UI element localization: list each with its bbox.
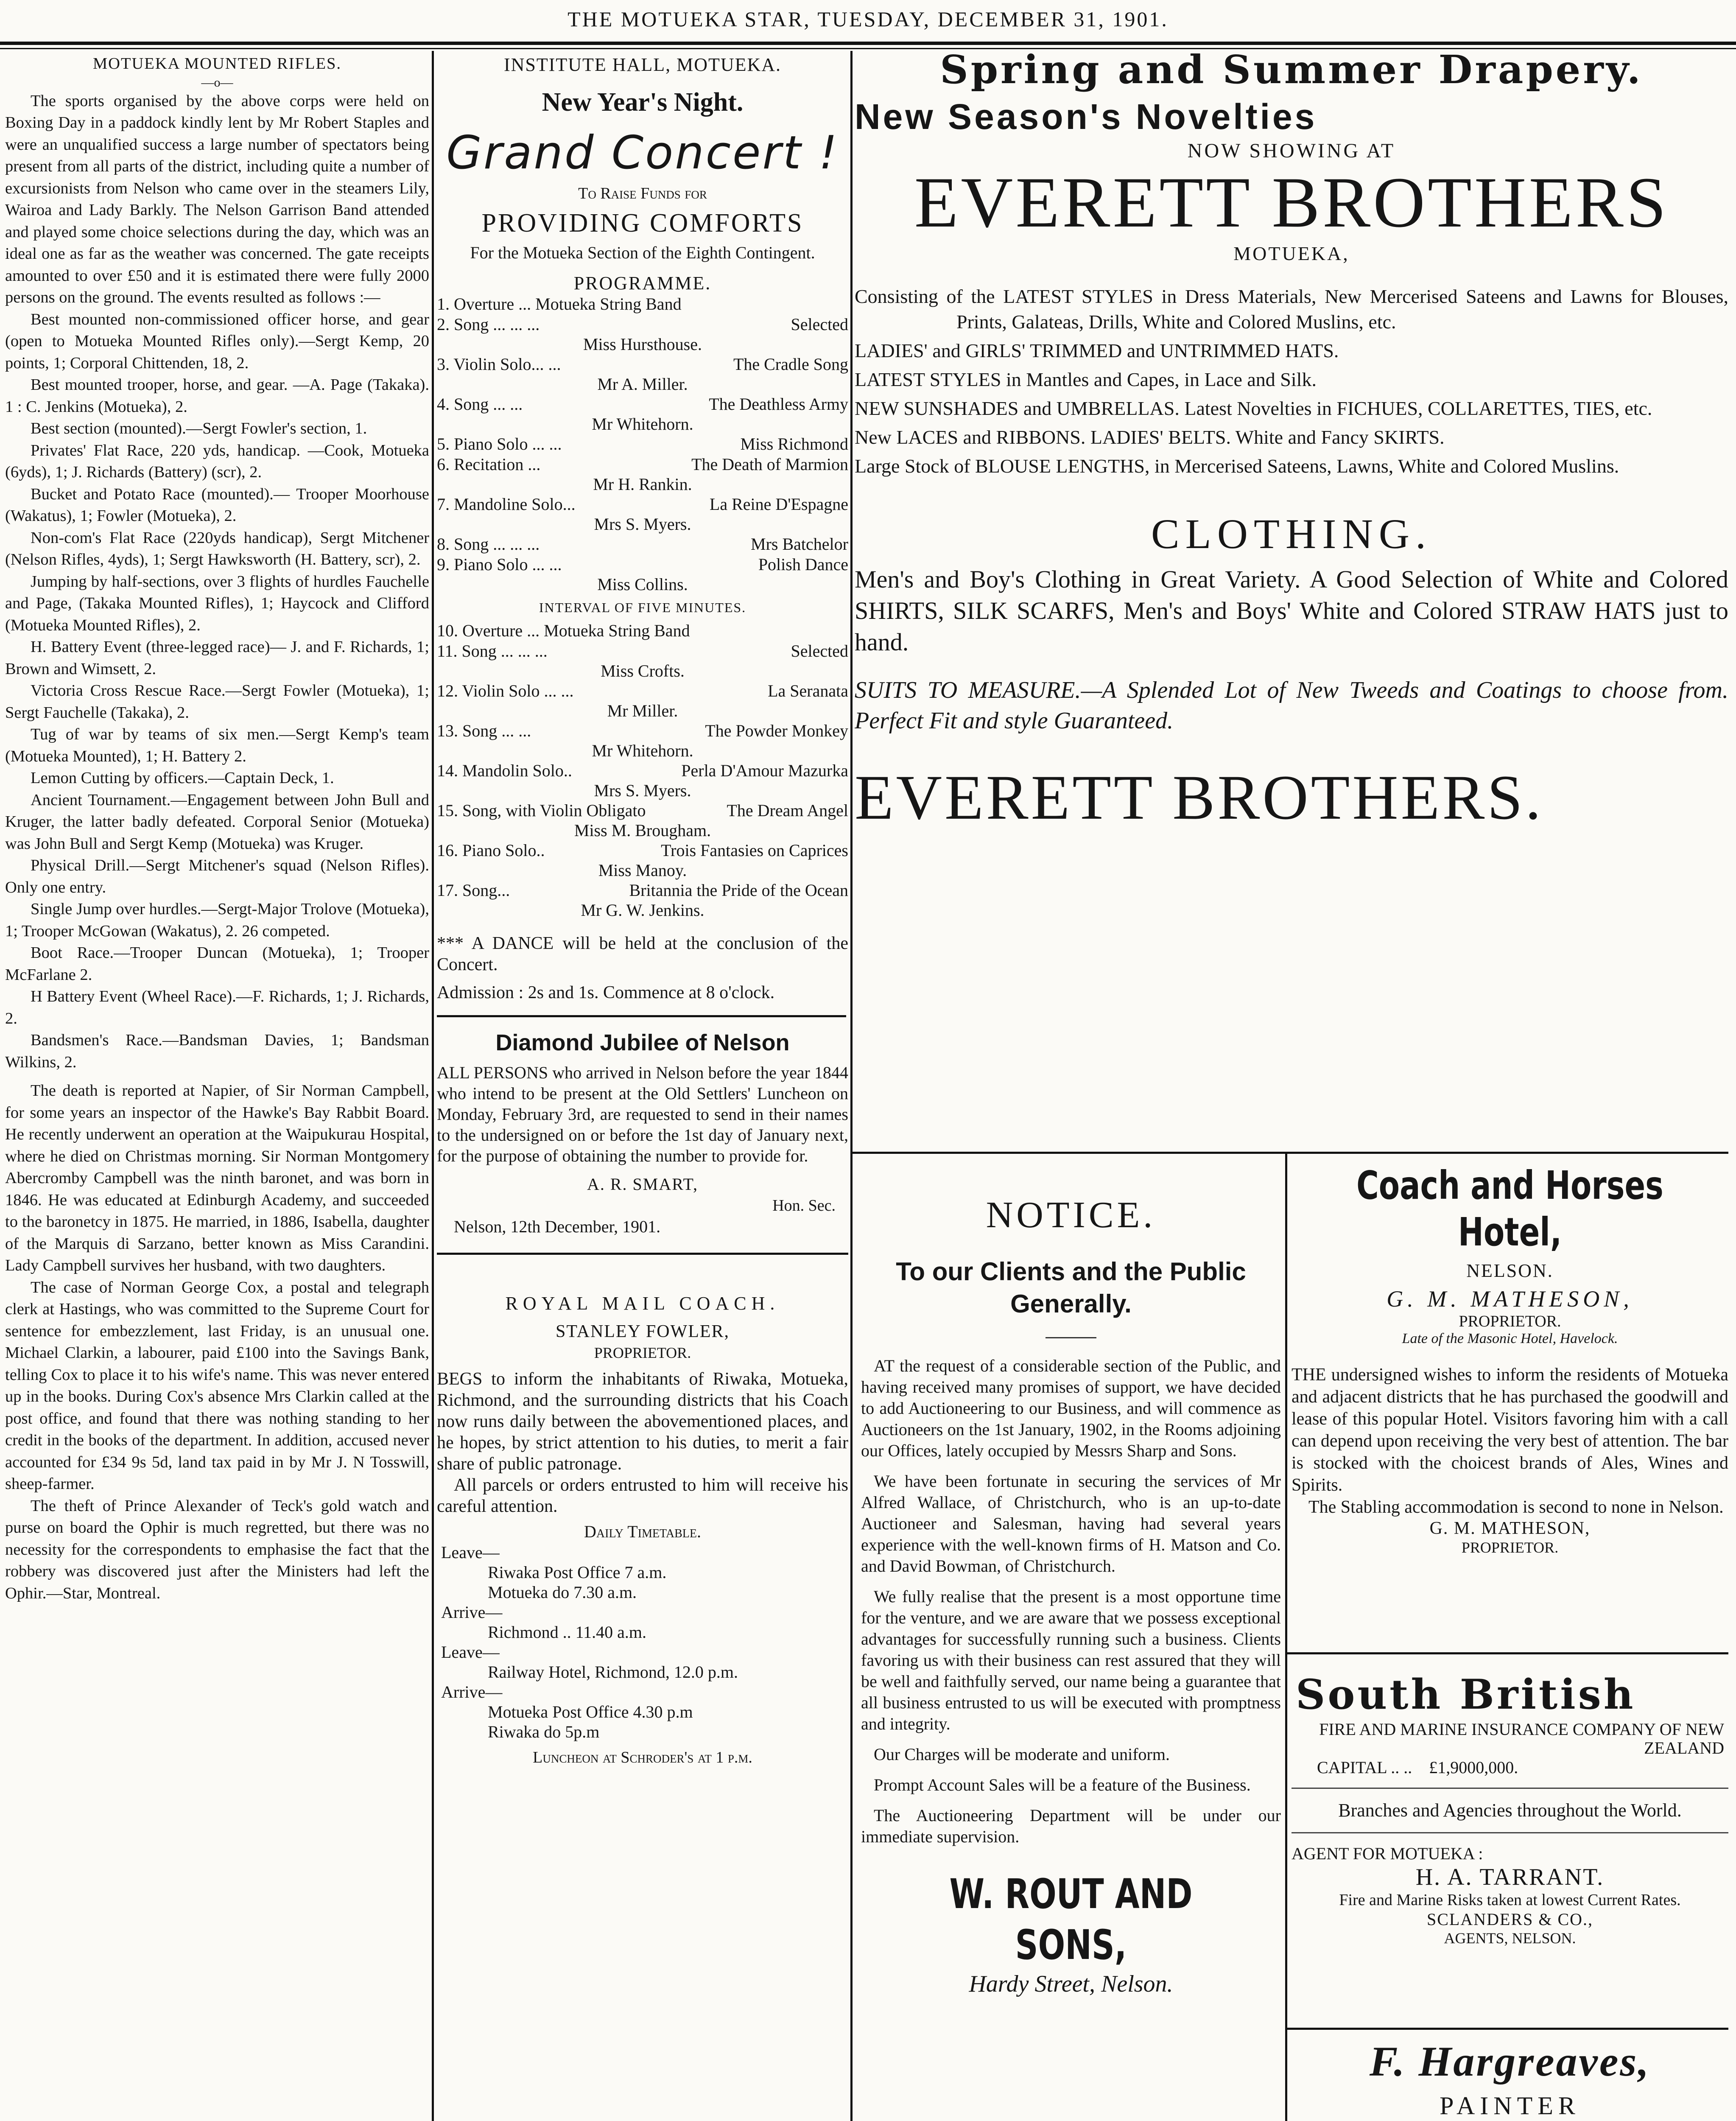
programme-item — [437, 434, 848, 454]
drapery-line: LADIES' and GIRLS' TRIMMED and UNTRIMMED HATS. — [855, 340, 1339, 361]
insurance-advert — [1292, 1669, 1728, 2021]
column-mounted-rifles — [5, 53, 429, 2121]
column-rule — [1285, 1154, 1287, 2121]
programme-performer: Mr G. W. Jenkins. — [581, 901, 704, 920]
programme-item-title: 5. Piano Solo ... ... — [437, 434, 562, 453]
coach-proprietor-role: PROPRIETOR. — [594, 1344, 691, 1361]
everett-brothers-footer: EVERETT BROTHERS. — [855, 762, 1544, 833]
rule — [437, 1253, 848, 1255]
programme-item-title: 4. Song ... ... — [437, 395, 523, 414]
programme-item-title: 3. Violin Solo... ... — [437, 355, 561, 374]
programme-item — [437, 494, 848, 515]
article-paragraph: Privates' Flat Race, 220 yds, handicap. —Cook, Motueka (6yds), 1; J. Richards (Battery) (scr), 2. — [5, 441, 429, 481]
programme-item — [437, 621, 848, 641]
drapery-heading: Spring and Summer Drapery. — [940, 53, 1643, 92]
programme-item-title: 11. Song ... ... ... — [437, 641, 548, 660]
notice-paragraph: The Auctioneering Department will be under our immediate supervision. — [861, 1806, 1281, 1846]
painter-advert — [1292, 2036, 1728, 2121]
insurance-company: FIRE AND MARINE INSURANCE COMPANY OF NEW ZEALAND — [1319, 1720, 1724, 1757]
programme-item-piece: The Powder Monkey — [705, 721, 848, 740]
timetable-line: Riwaka do 5p.m — [488, 1722, 600, 1741]
programme-item-title: 17. Song... — [437, 881, 510, 900]
programme-item-piece: The Dream Angel — [727, 801, 848, 820]
programme-item-piece: Miss Richmond — [740, 434, 848, 453]
programme-item — [437, 880, 848, 901]
drapery-line: Consisting of the LATEST STYLES in Dress Materials, New Mercerised Sateens and Lawns for Blouses, Prints, Galateas, Drills, White and Colored Muslins, etc. — [855, 285, 1728, 333]
programme-item — [437, 641, 848, 661]
hotel-sign-role: PROPRIETOR. — [1461, 1539, 1559, 1556]
article-paragraph: Single Jump over hurdles.—Sergt-Major Trolove (Motueka), 1; Trooper McGowan (Wakatus), 2. 26 competed. — [5, 900, 429, 940]
programme-performer: Mrs S. Myers. — [594, 781, 691, 800]
timetable-line: Richmond .. 11.40 a.m. — [488, 1623, 647, 1642]
article-paragraph: Lemon Cutting by officers.—Captain Deck, 1. — [31, 769, 334, 787]
insurance-risks: Fire and Marine Risks taken at lowest Current Rates. — [1339, 1891, 1681, 1909]
programme-title: PROGRAMME. — [573, 273, 712, 294]
article-paragraph: Tug of war by teams of six men.—Sergt Kemp's team (Motueka Mounted), 1; H. Battery 2. — [5, 725, 429, 765]
programme-item-title: 9. Piano Solo ... ... — [437, 555, 562, 574]
programme-item-piece: The Deathless Army — [709, 395, 848, 414]
clothing-text: Men's and Boy's Clothing in Great Variety. A Good Selection of White and Colored SHIRTS, SILK SCARFS, Men's and Boys' White and Colored STRAW HATS just to hand. — [855, 565, 1728, 656]
article-paragraph: The case of Norman George Cox, a postal and telegraph clerk at Hastings, who was committed to the Supreme Court for sentence for embezzlement, last Friday, is an unusual one. Michael Clarkin, a labourer, paid £100 into the Savings Bank, telling Cox to place it to his wife's name. This was never entered up in the books. During Cox's absence Mrs Clarkin called at the post office, and found that there was nothing standing to her credit in the books of the department. In addition, accused never accounted for £34 9s 5d, land tax paid in by Mr J. N Tosswill, sheep-farmer. — [5, 1278, 429, 1493]
luncheon: Luncheon at Schroder's at 1 p.m. — [533, 1749, 752, 1766]
programme-item — [437, 840, 848, 861]
hotel-place: NELSON. — [1466, 1260, 1554, 1281]
programme-performer: Mr Whitehorn. — [592, 741, 693, 760]
insurance-agent-label: AGENT FOR MOTUEKA : — [1292, 1844, 1483, 1863]
column-rule — [432, 51, 434, 2121]
dance-note: *** A DANCE will be held at the conclusion of the Concert. — [437, 934, 848, 974]
programme-item-title: 7. Mandoline Solo... — [437, 495, 576, 514]
programme-item-piece: Mrs Batchelor — [751, 534, 848, 554]
rule — [1292, 1788, 1728, 1789]
timetable-line: Motueka do 7.30 a.m. — [488, 1583, 637, 1602]
programme-item-piece: Selected — [791, 641, 848, 660]
motueka-label: MOTUEKA, — [1233, 243, 1350, 264]
rule — [1292, 1832, 1728, 1833]
notice-paragraph: We fully realise that the present is a most opportune time for the venture, and we are aware that we possess exceptional advantages for successfully running such a business. Clients favoring us with their business can rest assured that they will be well and faithfully served, our name being a guarantee that all business entrusted to us will be executed with promptness and integrity. — [861, 1587, 1281, 1733]
programme-item-piece: Selected — [791, 315, 848, 334]
programme-item — [437, 354, 848, 375]
drapery-line: New LACES and RIBBONS. LADIES' BELTS. White and Fancy SKIRTS. — [855, 426, 1445, 448]
drapery-list — [855, 284, 1728, 479]
notice-dash — [1046, 1337, 1096, 1338]
programme-item — [437, 394, 848, 414]
column-concert — [437, 53, 848, 2121]
article-paragraph: Victoria Cross Rescue Race.—Sergt Fowler (Motueka), 1; Sergt Fauchelle (Takaka), 2. — [5, 682, 429, 722]
programme-item-piece: Trois Fantasies on Caprices — [661, 841, 848, 860]
programme-performer: Mr A. Miller. — [597, 375, 688, 394]
article-paragraph: The sports organised by the above corps were held on Boxing Day in a paddock kindly lent by Mr Robert Staples and were an unqualified success a large number of spectators being present from all parts of the district, including quite a number of excursionists from Nelson who came over in the steamers Lily, Wairoa and Lady Barkly. The Nelson Garrison Band attended and played some choice selections during the day, which was an ideal one as far as the weather was concerned. The gate receipts amounted to over £50 and it is estimated there were fully 2000 persons on the ground. The events resulted as follows :— — [5, 92, 429, 306]
admission: Admission : 2s and 1s. Commence at 8 o'clock. — [437, 983, 775, 1002]
programme-item-piece: The Cradle Song — [733, 355, 848, 374]
timetable-title: Daily Timetable. — [584, 1522, 701, 1541]
programme-item — [437, 681, 848, 701]
programme-item-title: 8. Song ... ... ... — [437, 534, 540, 554]
programme-performer: Mr H. Rankin. — [593, 475, 692, 494]
programme-item-title: 2. Song ... ... ... — [437, 315, 540, 334]
timetable-line: Arrive— — [441, 1603, 503, 1622]
programme-item-piece: The Death of Marmion — [691, 455, 848, 474]
programme-item — [437, 314, 848, 335]
programme-list-2 — [437, 621, 848, 920]
article-paragraph: Bucket and Potato Race (mounted).— Trooper Moorhouse (Wakatus), 1; Fowler (Motueka), 2. — [5, 485, 429, 525]
masthead: THE MOTUEKA STAR, TUESDAY, DECEMBER 31, 1901. — [567, 7, 1169, 31]
hotel-signature: G. M. MATHESON, — [1429, 1519, 1591, 1538]
notice-advert — [861, 1162, 1281, 2121]
article-paragraph: H. Battery Event (three-legged race)— J. and F. Richards, 1; Brown and Wimsett, 2. — [5, 638, 429, 678]
article-paragraph: Bandsmen's Race.—Bandsman Davies, 1; Bandsman Wilkins, 2. — [5, 1031, 429, 1071]
rule — [1287, 1652, 1728, 1654]
programme-item-piece: La Reine D'Espagne — [709, 495, 848, 514]
programme-item — [437, 800, 848, 821]
hotel-role: PROPRIETOR. — [1459, 1312, 1561, 1330]
jubilee-date: Nelson, 12th December, 1901. — [454, 1217, 661, 1236]
article-paragraph: Boot Race.—Trooper Duncan (Motueka), 1; Trooper McFarlane 2. — [5, 944, 429, 984]
article-title: MOTUEKA MOUNTED RIFLES. — [92, 55, 342, 73]
notice-title: NOTICE. — [986, 1195, 1156, 1236]
article-paragraph: Best mounted trooper, horse, and gear. —A. Page (Takaka). 1 : C. Jenkins (Motueka), 2. — [5, 376, 429, 416]
raise-funds: To Raise Funds for — [578, 185, 707, 202]
coach-parcels: All parcels or orders entrusted to him will receive his careful attention. — [437, 1475, 848, 1516]
timetable-line: Arrive— — [441, 1682, 503, 1701]
painter-name: F. Hargreaves, — [1369, 2038, 1651, 2085]
programme-item — [437, 761, 848, 781]
insurance-agents: SCLANDERS & CO., — [1426, 1910, 1593, 1929]
programme-performer: Miss M. Brougham. — [574, 821, 711, 840]
notice-firm: W. ROUT AND SONS, — [949, 1870, 1193, 1969]
notice-paragraph: AT the request of a considerable section of the Public, and having received many promises of support, we have decided to add Auctioneering to our Business, and will commence as Auctioneers on the 1st January, 1902, in the Rooms adjoining our Offices, lately occupied by Messrs Sharp and Sons. — [861, 1356, 1281, 1460]
coach-text: BEGS to inform the inhabitants of Riwaka, Motueka, Richmond, and the surrounding districts that his Coach now runs daily between the abovementioned places, and he hopes, by strict attention to his duties, to merit a fair share of public patronage. — [437, 1369, 848, 1474]
programme-performer: Mr Miller. — [607, 701, 678, 720]
programme-performer: Mrs S. Myers. — [594, 515, 691, 534]
timetable-line: Motueka Post Office 4.30 p.m — [488, 1702, 693, 1721]
painter-trade: PAINTER — [1440, 2092, 1580, 2120]
notice-subtitle: To our Clients and the Public Generally. — [896, 1257, 1246, 1318]
programme-list — [437, 294, 848, 594]
programme-item-title: 16. Piano Solo.. — [437, 841, 545, 860]
hotel-owner: G. M. MATHESON, — [1387, 1286, 1633, 1312]
drapery-line: Large Stock of BLOUSE LENGTHS, in Mercerised Sateens, Lawns, White and Colored Muslins. — [855, 455, 1619, 477]
novelties-heading: New Season's Novelties — [855, 97, 1317, 137]
article-paragraph: The theft of Prince Alexander of Teck's gold watch and purse on board the Ophir is much regretted, but there was no necessity for the correspondents to emphasise the fact that the robbery was discovered just after the Ministers had left the Ophir.—Star, Montreal. — [5, 1497, 429, 1602]
programme-performer: Miss Manoy. — [598, 861, 687, 880]
clothing-heading: CLOTHING. — [1151, 510, 1432, 557]
coach-proprietor-name: STANLEY FOWLER, — [555, 1322, 730, 1341]
timetable-line: Leave— — [441, 1543, 500, 1562]
programme-item-piece: Perla D'Amour Mazurka — [681, 761, 848, 780]
programme-item — [437, 454, 848, 475]
programme-item-title: 6. Recitation ... — [437, 455, 541, 474]
programme-item — [437, 534, 848, 554]
programme-item-title: 12. Violin Solo ... ... — [437, 681, 574, 700]
programme-item-piece: La Seranata — [768, 681, 848, 700]
programme-item-piece: Britannia the Pride of the Ocean — [629, 881, 848, 900]
new-years-night: New Year's Night. — [542, 88, 744, 117]
interval: INTERVAL OF FIVE MINUTES. — [539, 600, 746, 615]
notice-paragraph: Our Charges will be moderate and uniform. — [874, 1745, 1170, 1764]
programme-item-title: 10. Overture ... Motueka String Band — [437, 621, 690, 640]
now-showing: NOW SHOWING AT — [1187, 140, 1396, 162]
masthead-rule — [0, 42, 1736, 49]
article-body — [5, 90, 429, 1605]
programme-item — [437, 721, 848, 741]
coach-title: ROYAL MAIL COACH. — [505, 1293, 780, 1314]
programme-item-piece: Polish Dance — [758, 555, 848, 574]
jubilee-role: Hon. Sec. — [772, 1197, 836, 1214]
hall-name: INSTITUTE HALL, MOTUEKA. — [503, 54, 782, 75]
insurance-branches: Branches and Agencies throughout the World. — [1338, 1800, 1682, 1821]
article-paragraph: H Battery Event (Wheel Race).—F. Richards, 1; J. Richards, 2. — [5, 988, 429, 1027]
timetable-line: Riwaka Post Office 7 a.m. — [488, 1563, 667, 1582]
programme-performer: Mr Whitehorn. — [592, 414, 693, 434]
article-paragraph: Best mounted non-commissioned officer horse, and gear (open to Motueka Mounted Rifles only).—Sergt Kemp, 20 points, 1; Corporal Chittenden, 18, 2. — [5, 310, 429, 372]
insurance-agents-place: AGENTS, NELSON. — [1444, 1930, 1576, 1947]
hotel-late: Late of the Masonic Hotel, Havelock. — [1402, 1331, 1618, 1346]
jubilee-signature: A. R. SMART, — [587, 1175, 698, 1194]
drapery-line: NEW SUNSHADES and UMBRELLAS. Latest Novelties in FICHUES, COLLARETTES, TIES, etc. — [855, 397, 1652, 419]
timetable-line: Leave— — [441, 1643, 500, 1662]
hotel-title: Coach and Horses Hotel, — [1356, 1163, 1663, 1255]
article-paragraph: Jumping by half-sections, over 3 flights of hurdles Fauchelle and Page, (Takaka Mounted Rifles), 1; Haycock and Clifford (Motueka Mounted Rifles), 2. — [5, 572, 429, 634]
everett-brothers-heading: EVERETT BROTHERS — [914, 162, 1669, 242]
insurance-agent: H. A. TARRANT. — [1415, 1864, 1605, 1890]
notice-body — [861, 1355, 1281, 1847]
article-paragraph: The death is reported at Napier, of Sir Norman Campbell, for some years an inspector of the Hawke's Bay Rabbit Board. He recently underwent an operation at the Waipukurau Hospital, where he died on Christmas morning. Sir Norman Montgomery Abercromby Campbell was the ninth baronet, and was born in 1846. He was educated at Edinburgh Academy, and succeeded to the baronetcy in 1875. He married, in 1886, Isabella, daughter of the Marquis di Sarzano, better known as Miss Carandini. Lady Campbell survives her husband, with two daughters. — [5, 1082, 429, 1274]
insurance-capital: £1,9000,000. — [1429, 1758, 1518, 1777]
timetable — [437, 1542, 848, 1742]
programme-item-title: 13. Song ... ... — [437, 721, 531, 740]
insurance-capital-label: CAPITAL .. .. — [1317, 1758, 1412, 1777]
article-paragraph: Ancient Tournament.—Engagement between John Bull and Kruger, the latter badly defeated. Corporal Senior (Motueka) was John Bull and Sergt Kemp (Motueka) was Kruger. — [5, 791, 429, 853]
drapery-line: LATEST STYLES in Mantles and Capes, in Lace and Silk. — [855, 369, 1317, 390]
hotel-advert — [1292, 1162, 1728, 1629]
programme-performer: Miss Crofts. — [601, 661, 685, 680]
rule — [437, 1015, 846, 1017]
insurance-title: South British — [1296, 1670, 1636, 1718]
article-paragraph: Physical Drill.—Sergt Mitchener's squad (Nelson Rifles). Only one entry. — [5, 856, 429, 896]
rule — [853, 1152, 1728, 1154]
grand-concert: Grand Concert ! — [446, 126, 839, 179]
programme-item — [437, 554, 848, 575]
notice-address: Hardy Street, Nelson. — [969, 1971, 1173, 1997]
article-paragraph: Best section (mounted).—Sergt Fowler's section, 1. — [31, 420, 367, 437]
suits-text: SUITS TO MEASURE.—A Splended Lot of New Tweeds and Coatings to choose from. Perfect Fit and style Guaranteed. — [855, 677, 1728, 734]
hotel-text: THE undersigned wishes to inform the residents of Motueka and adjacent districts that he has purchased the goodwill and lease of this popular Hotel. Visitors favoring him with a call can depend upon receiving the very best of attention. The bar is stocked with the choicest brands of Ales, Wines and Spirits. — [1292, 1365, 1728, 1495]
column-drapery — [855, 53, 1728, 1156]
programme-item — [437, 294, 848, 314]
notice-paragraph: Prompt Account Sales will be a feature of the Business. — [874, 1775, 1251, 1794]
jubilee-title: Diamond Jubilee of Nelson — [495, 1030, 790, 1055]
notice-paragraph: We have been fortunate in securing the services of Mr Alfred Wallace, of Christchurch, who is an up-to-date Auctioneer and Salesman, having had several years experience with the well-known firms of H. Matson and Co. and David Bowman, of Christchurch. — [861, 1472, 1281, 1575]
article-paragraph: Non-com's Flat Race (220yds handicap), Sergt Mitchener (Nelson Rifles, 4yds), 1; Sergt Hawksworth (H. Battery, scr), 2. — [5, 529, 429, 568]
rule — [1287, 2028, 1728, 2030]
hotel-stabling: The Stabling accommodation is second to none in Nelson. — [1308, 1497, 1724, 1517]
timetable-line: Railway Hotel, Richmond, 12.0 p.m. — [488, 1662, 738, 1682]
programme-performer: Miss Hursthouse. — [583, 335, 702, 354]
programme-performer: Miss Collins. — [597, 575, 688, 594]
jubilee-text: ALL PERSONS who arrived in Nelson before the year 1844 who intend to be present at the Old Settlers' Luncheon on Monday, February 3rd, are requested to send in their names to the undersigned on or before the 1st day of January next, for the purpose of obtaining the number to provide for. — [437, 1063, 848, 1165]
programme-item-title: 1. Overture ... Motueka String Band — [437, 294, 682, 313]
column-rule — [850, 51, 853, 2121]
programme-item-title: 15. Song, with Violin Obligato — [437, 801, 646, 820]
separator: —o— — [201, 75, 233, 90]
contingent: For the Motueka Section of the Eighth Contingent. — [470, 243, 815, 262]
programme-item-title: 14. Mandolin Solo.. — [437, 761, 572, 780]
providing-comforts: PROVIDING COMFORTS — [481, 209, 804, 238]
